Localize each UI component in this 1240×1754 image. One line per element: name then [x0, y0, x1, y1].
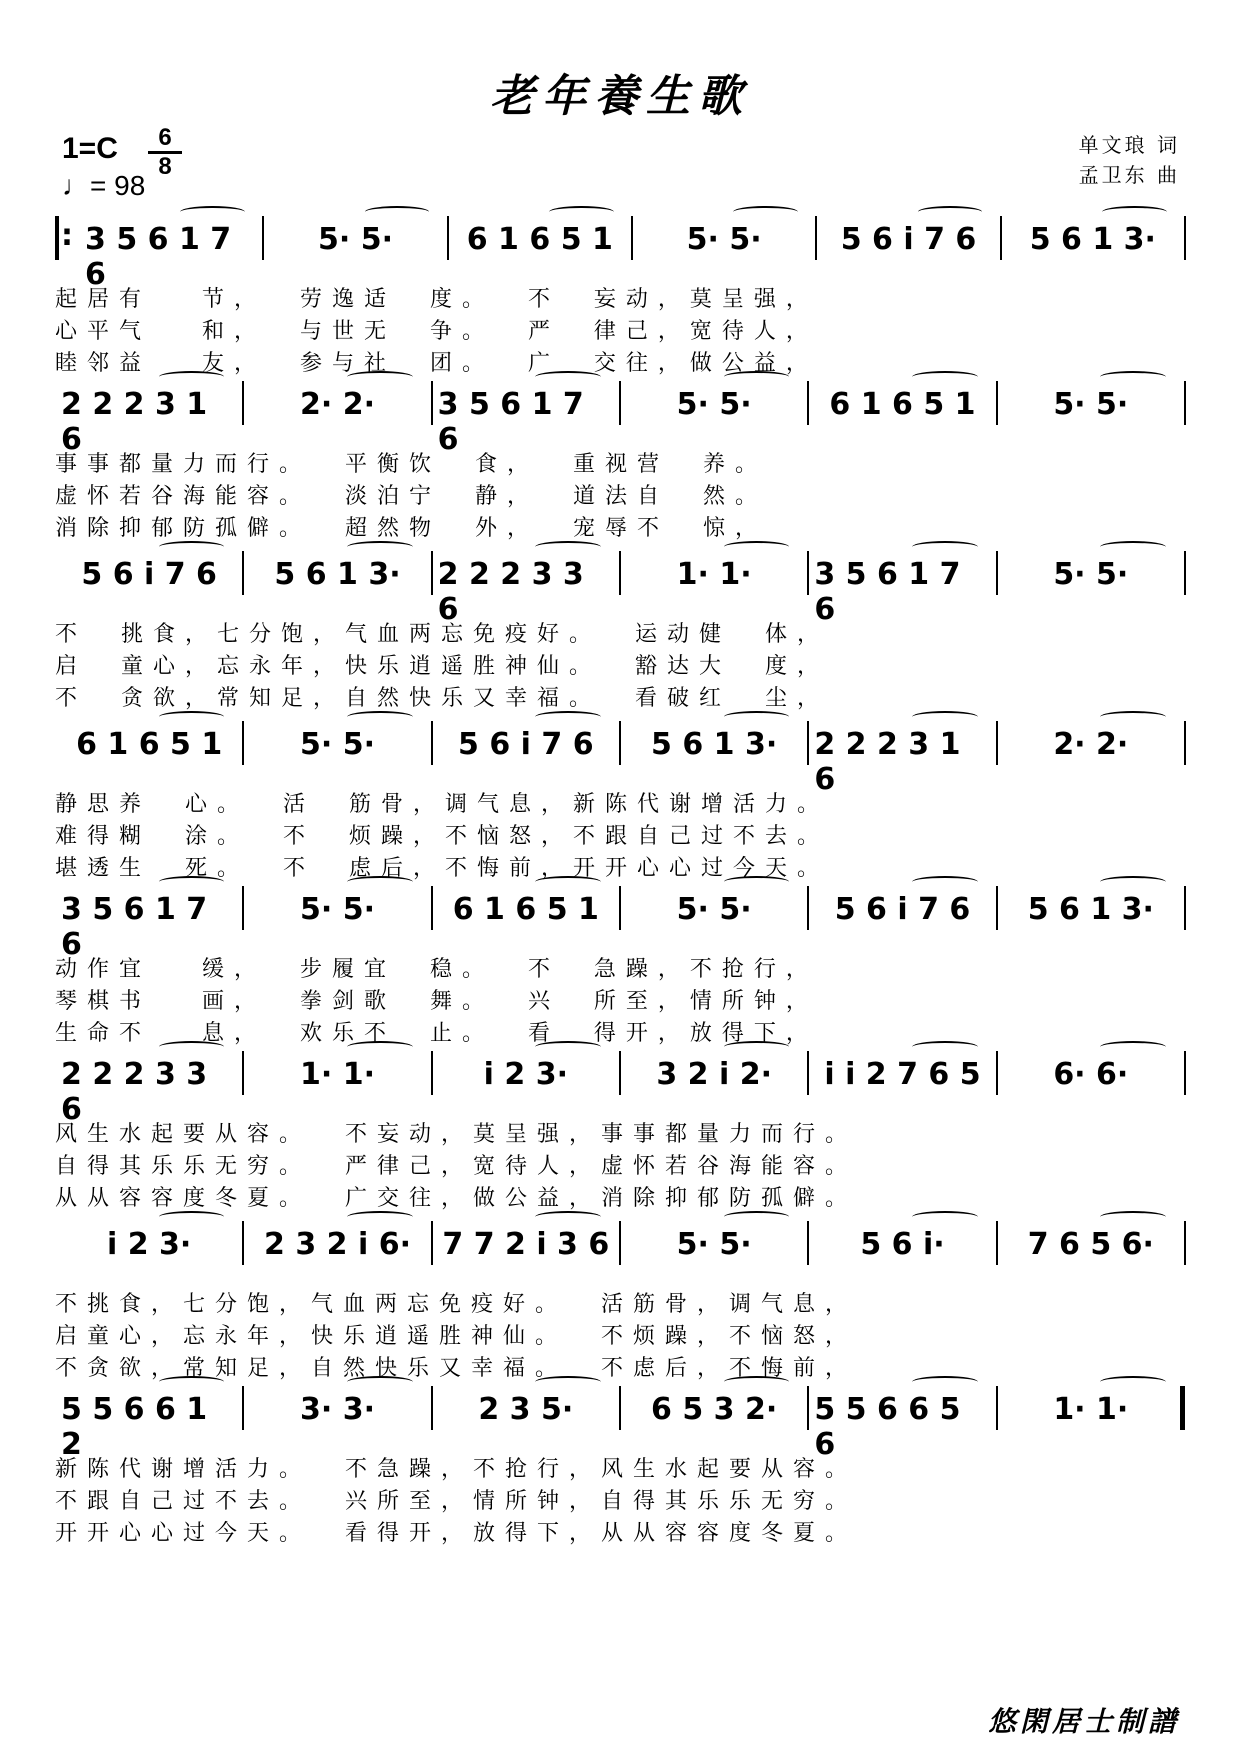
notation-line [55, 1205, 1185, 1275]
lyric-verse-3: 生命不 息， 欢乐不 止。 看 得开，放得下， [55, 1021, 818, 1046]
barline [619, 1221, 621, 1265]
score-row [55, 200, 1185, 376]
score-row [55, 365, 1185, 541]
barline [996, 721, 998, 765]
lyric-verse-2: 自得其乐乐无穷。 严律己，宽待人，虚怀若谷海能容。 [55, 1154, 857, 1179]
measure: 5· 5· [686, 222, 762, 257]
lyric-verse-2: 虚怀若谷海能容。 淡泊宁 静， 道法自 然。 [55, 484, 767, 509]
score-row [55, 1370, 1185, 1546]
barline [242, 1386, 244, 1430]
slur-mark [535, 371, 601, 383]
barline [1184, 886, 1186, 930]
lyric-verse-2: 难得糊 涂。 不 烦躁，不恼怒，不跟自己过不去。 [55, 824, 829, 849]
barline [431, 551, 433, 595]
lyric-verse-2: 启童心，忘永年，快乐逍遥胜神仙。 不烦躁，不恼怒， [55, 1324, 857, 1349]
barline [242, 886, 244, 930]
barline [1000, 216, 1002, 260]
measure: 5· 5· [299, 727, 375, 762]
barline [431, 721, 433, 765]
barline [242, 1221, 244, 1265]
measure: 3· 3· [299, 1392, 375, 1427]
measure: 6 1 6 5 1 [829, 387, 976, 422]
barline [431, 1051, 433, 1095]
barline [815, 216, 817, 260]
score-row [55, 870, 1185, 1046]
barline [1184, 1051, 1186, 1095]
notation-line [55, 1370, 1185, 1462]
slur-mark [733, 206, 798, 218]
slur-mark [1100, 371, 1166, 383]
barline [807, 721, 809, 765]
lyric-verse-1: 事事都量力而行。 平衡饮 食， 重视营 养。 [55, 452, 767, 477]
measure: 3 5 6 1 7 6 [814, 557, 961, 627]
measure: 1· 1· [1053, 1392, 1129, 1427]
song-title: 老年養生歌 [490, 71, 750, 122]
measure: 2 3 2 i 6· [264, 1227, 411, 1262]
notation-line [55, 365, 1185, 457]
slur-mark [347, 1041, 413, 1053]
slur-mark [347, 1211, 413, 1223]
lyric-verse-1: 不挑食，七分饱，气血两忘免疫好。 活筋骨，调气息， [55, 1292, 857, 1317]
barline [807, 886, 809, 930]
lyric-verse-1: 动作宜 缓， 步履宜 稳。 不 急躁，不抢行， [55, 957, 818, 982]
slur-mark [912, 1211, 978, 1223]
slur-mark [159, 1376, 225, 1388]
notation-line [55, 535, 1185, 627]
measure: 5 6 i 7 6 [458, 727, 594, 762]
slur-mark [347, 711, 413, 723]
barline [1184, 1221, 1186, 1265]
lyric-verse-2: 不跟自己过不去。 兴所至，情所钟，自得其乐乐无穷。 [55, 1489, 857, 1514]
measure: 5 5 6 6 1 2 [61, 1392, 208, 1462]
lyric-verse-3: 消除抑郁防孤僻。 超然物 外， 宠辱不 惊， [55, 516, 767, 541]
measure: 5 6 i 7 6 [81, 557, 217, 592]
barline [996, 886, 998, 930]
lyric-verse-3: 开开心心过今天。 看得开，放得下，从从容容度冬夏。 [55, 1521, 857, 1546]
tempo-marking: ♩= 98 [62, 170, 146, 201]
slur-mark [1100, 1211, 1166, 1223]
measure: 5 6 1 3· [274, 557, 401, 592]
barline [996, 381, 998, 425]
barline [1184, 721, 1186, 765]
measure: i 2 3· [107, 1227, 192, 1262]
slur-mark [918, 206, 983, 218]
measure: 5· 5· [1053, 557, 1129, 592]
barline [242, 381, 244, 425]
measure: 3 2 i 2· [656, 1057, 772, 1092]
slur-mark [912, 711, 978, 723]
measure: 5 6 i 7 6 [834, 892, 971, 927]
measure: 2 3 5· [478, 1392, 574, 1427]
barline [807, 1221, 809, 1265]
barline [1180, 1386, 1185, 1430]
slur-mark [912, 371, 978, 383]
slur-mark [724, 1376, 790, 1388]
barline [807, 1386, 809, 1430]
slur-mark [1100, 1376, 1166, 1388]
barline [619, 1051, 621, 1095]
measure: 5 5 6 6 5 6 [814, 1392, 961, 1462]
measure: 6 1 6 5 1 [466, 222, 613, 257]
slur-mark [912, 541, 978, 553]
slur-mark [912, 876, 978, 888]
score-row [55, 705, 1185, 881]
measure: i i 2 7 6 5 [824, 1057, 981, 1092]
measure: 1· 1· [676, 557, 752, 592]
barline [1184, 551, 1186, 595]
measure: 5 6 1 3· [1029, 222, 1156, 257]
slur-mark [535, 1041, 601, 1053]
barline [619, 551, 621, 595]
measure: 2 2 2 3 1 6 [61, 387, 208, 457]
key-signature: 1=C [62, 132, 118, 165]
barline [431, 886, 433, 930]
notation-line [55, 870, 1185, 962]
score-row [55, 1035, 1185, 1211]
slur-mark [724, 711, 790, 723]
lyric-verse-1: 新陈代谢增活力。 不急躁，不抢行，风生水起要从容。 [55, 1457, 857, 1482]
notation-line [55, 200, 1185, 292]
lyric-verse-2: 心平气 和， 与世无 争。 严 律己，宽待人， [55, 319, 818, 344]
measure: 5· 5· [299, 892, 375, 927]
slur-mark [365, 206, 430, 218]
time-signature [148, 126, 182, 179]
barline [631, 216, 633, 260]
lyric-verse-3: 不贪欲，常知足，自然快乐又幸福。 不虑后，不悔前， [55, 1356, 857, 1381]
measure: i 2 3· [483, 1057, 568, 1092]
slur-mark [347, 541, 413, 553]
barline [807, 551, 809, 595]
slur-mark [535, 876, 601, 888]
slur-mark [1100, 541, 1166, 553]
repeat-start-barline [55, 216, 69, 260]
slur-mark [1102, 206, 1167, 218]
credits [1079, 130, 1180, 190]
measure: 2 2 2 3 1 6 [814, 727, 961, 797]
slur-mark [159, 371, 225, 383]
slur-mark [1100, 876, 1166, 888]
slur-mark [724, 541, 790, 553]
slur-mark [347, 1376, 413, 1388]
barline [619, 381, 621, 425]
notation-line [55, 1035, 1185, 1127]
score-row [55, 1205, 1185, 1381]
measure: 5 6 i· [860, 1227, 945, 1262]
measure: 5· 5· [676, 1227, 752, 1262]
lyric-verse-3: 从从容容度冬夏。 广交往，做公益，消除抑郁防孤僻。 [55, 1186, 857, 1211]
measure: 5· 5· [676, 892, 752, 927]
measure: 1· 1· [299, 1057, 375, 1092]
slur-mark [1100, 1041, 1166, 1053]
slur-mark [159, 541, 225, 553]
barline [431, 1221, 433, 1265]
lyric-verse-3: 不 贪欲，常知足，自然快乐又幸福。 看破红 尘， [55, 686, 829, 711]
measure: 7 6 5 6· [1027, 1227, 1154, 1262]
lyric-verse-2: 启 童心，忘永年，快乐逍遥胜神仙。 豁达大 度， [55, 654, 829, 679]
slur-mark [180, 206, 245, 218]
measure: 2· 2· [1053, 727, 1129, 762]
measure: 5 6 i 7 6 [840, 222, 977, 257]
lyric-verse-1: 起居有 节， 劳逸适 度。 不 妄动，莫呈强， [55, 287, 818, 312]
slur-mark [724, 1041, 790, 1053]
barline [807, 1051, 809, 1095]
slur-mark [159, 876, 225, 888]
slur-mark [159, 1041, 225, 1053]
barline [431, 1386, 433, 1430]
lyric-verse-2: 琴棋书 画， 拳剑歌 舞。 兴 所至，情所钟， [55, 989, 818, 1014]
composer: 孟卫东 曲 [1078, 163, 1180, 187]
barline [447, 216, 449, 260]
slur-mark [347, 876, 413, 888]
barline [431, 381, 433, 425]
barline [619, 721, 621, 765]
signature-stamp: 悠閑居士制譜 [987, 1705, 1180, 1738]
barline [807, 381, 809, 425]
lyric-verse-3: 睦邻益 友， 参与社 团。 广 交往，做公益， [55, 351, 818, 376]
slur-mark [549, 206, 614, 218]
barline [619, 886, 621, 930]
measure: 7 7 2 i 3 6 [442, 1227, 610, 1262]
measure: 2 2 2 3 3 6 [437, 557, 584, 627]
slur-mark [535, 1376, 601, 1388]
measure: 3 5 6 1 7 6 [437, 387, 584, 457]
measure: 5· 5· [1053, 387, 1129, 422]
barline [242, 551, 244, 595]
measure: 6 5 3 2· [651, 1392, 778, 1427]
barline [996, 1386, 998, 1430]
lyric-verse-3: 堪透生 死。 不 虑后，不悔前，开开心心过今天。 [55, 856, 829, 881]
slur-mark [724, 1211, 790, 1223]
measure: 2· 2· [299, 387, 375, 422]
measure: 3 5 6 1 7 6 [61, 892, 208, 962]
measure: 5 6 1 3· [1027, 892, 1154, 927]
slur-mark [724, 371, 790, 383]
lyricist: 单文琅 词 [1078, 133, 1180, 157]
slur-mark [535, 541, 601, 553]
notation-line [55, 705, 1185, 797]
slur-mark [347, 371, 413, 383]
lyric-verse-1: 静思养 心。 活 筋骨，调气息，新陈代谢增活力。 [55, 792, 829, 817]
measure: 5· 5· [676, 387, 752, 422]
measure: 6 1 6 5 1 [76, 727, 223, 762]
score-row [55, 535, 1185, 711]
slur-mark [535, 1211, 601, 1223]
slur-mark [912, 1376, 978, 1388]
measure: 5· 5· [317, 222, 393, 257]
lyric-verse-1: 不 挑食，七分饱，气血两忘免疫好。 运动健 体， [55, 622, 829, 647]
slur-mark [159, 711, 225, 723]
meter-top: 6 [158, 124, 172, 151]
measure: 5 6 1 3· [651, 727, 778, 762]
barline [619, 1386, 621, 1430]
lyric-verse-1: 风生水起要从容。 不妄动，莫呈强，事事都量力而行。 [55, 1122, 857, 1147]
barline [262, 216, 264, 260]
measure: 6· 6· [1053, 1057, 1129, 1092]
barline [996, 551, 998, 595]
measure: 3 5 6 1 7 6 [85, 222, 232, 292]
barline [1184, 216, 1186, 260]
barline [242, 1051, 244, 1095]
barline [996, 1051, 998, 1095]
slur-mark [1100, 711, 1166, 723]
meter-bottom: 8 [158, 153, 172, 180]
barline [242, 721, 244, 765]
measure: 6 1 6 5 1 [452, 892, 599, 927]
slur-mark [535, 711, 601, 723]
slur-mark [912, 1041, 978, 1053]
barline [996, 1221, 998, 1265]
barline [1184, 381, 1186, 425]
measure: 2 2 2 3 3 6 [61, 1057, 208, 1127]
slur-mark [724, 876, 790, 888]
slur-mark [159, 1211, 225, 1223]
